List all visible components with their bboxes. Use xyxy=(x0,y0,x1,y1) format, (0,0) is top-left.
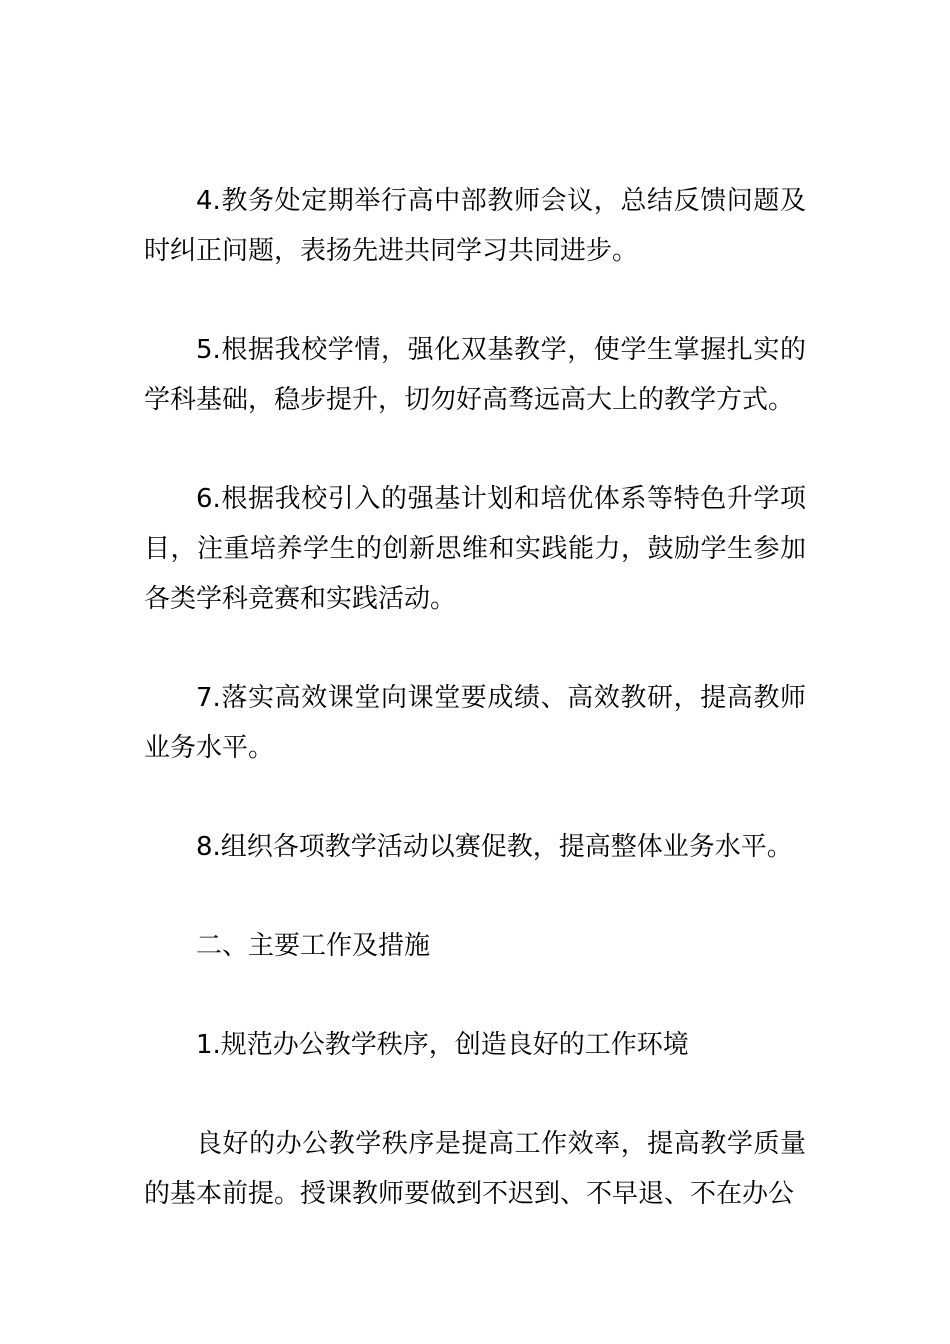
paragraph-item-7: 7.落实高效课堂向课堂要成绩、高效教研，提高教师业务水平。 xyxy=(144,683,806,763)
document-body xyxy=(144,176,806,1219)
paragraph-item-8: 8.组织各项教学活动以赛促教，提高整体业务水平。 xyxy=(196,832,793,862)
section-heading: 二、主要工作及措施 xyxy=(196,931,431,961)
paragraph-item-6: 6.根据我校引入的强基计划和培优体系等特色升学项目，注重培养学生的创新思维和实践能力，鼓励学生参加各类学科竞赛和实践活动。 xyxy=(144,484,806,614)
body-paragraph: 良好的办公教学秩序是提高工作效率，提高教学质量的基本前提。授课教师要做到不迟到、不早退、不在办公 xyxy=(144,1129,806,1209)
subsection-heading: 1.规范办公教学秩序，创造良好的工作环境 xyxy=(196,1030,689,1060)
paragraph-item-4: 4.教务处定期举行高中部教师会议，总结反馈问题及时纠正问题，表扬先进共同学习共同进步。 xyxy=(144,186,806,266)
paragraph-item-5: 5.根据我校学情，强化双基教学，使学生掌握扎实的学科基础，稳步提升，切勿好高骛远高大上的教学方式。 xyxy=(144,335,806,415)
